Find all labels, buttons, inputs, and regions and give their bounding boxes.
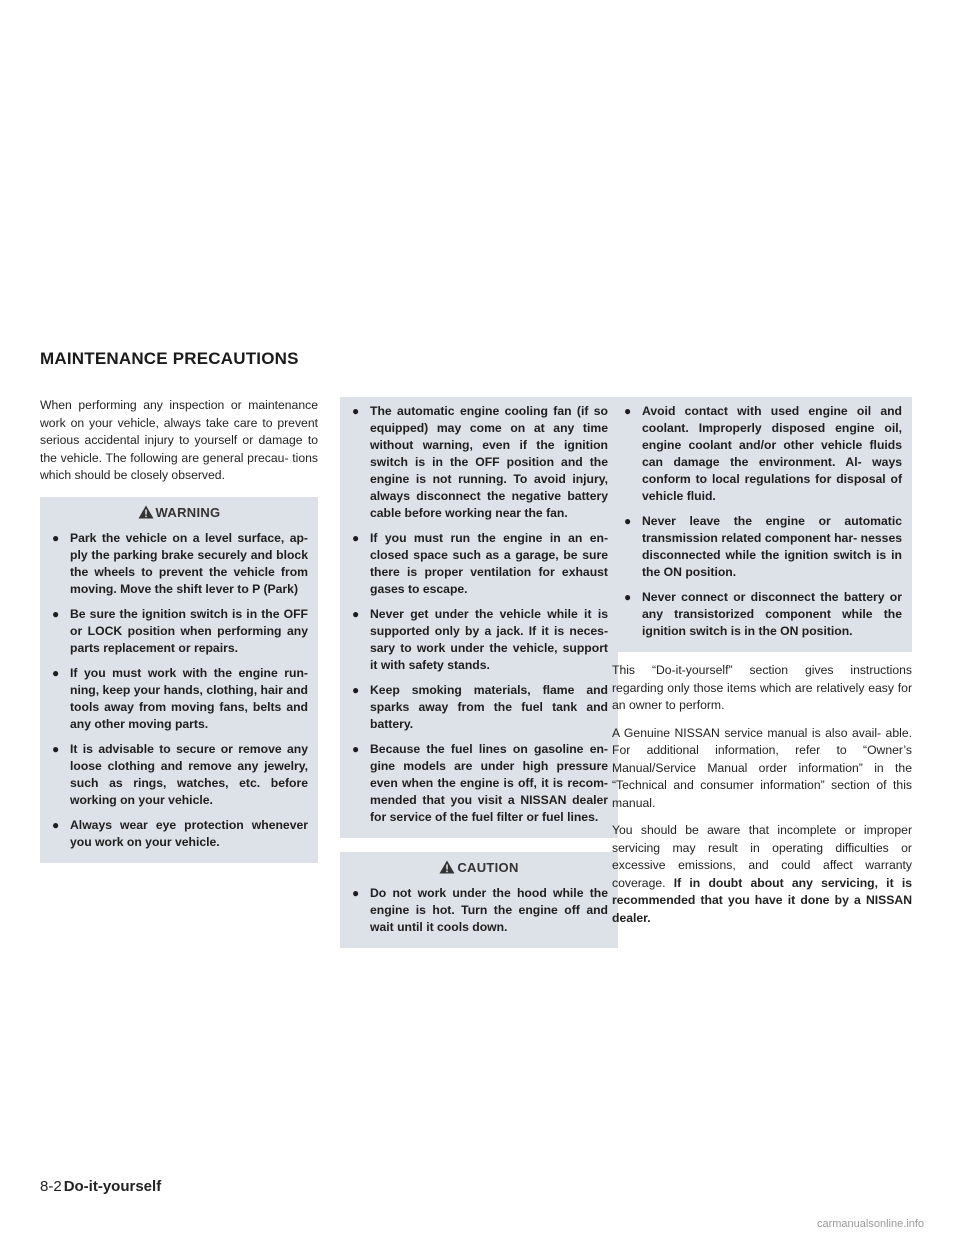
warning-box-continued xyxy=(340,397,618,838)
list-item-text: Never leave the engine or automatic transmission related component har- nesses disconnected while the ignition switch is in the ON position. xyxy=(642,514,902,579)
list-item-text: The automatic engine cooling fan (if so equipped) may come on at any time without warning, even if the ignition switch is in the OFF position and the engine is not running. To avoid injury, always disconnect the negative battery cable before working near the fan. xyxy=(370,404,608,520)
list-item xyxy=(622,513,902,581)
paragraph-servicing-warning xyxy=(612,822,912,927)
list-item-text: Never get under the vehicle while it is supported only by a jack. If it is neces- sary to work under the vehicle, support it with safety stands. xyxy=(370,607,608,672)
list-item-text: Keep smoking materials, flame and sparks away from the fuel tank and battery. xyxy=(370,683,608,731)
column-1 xyxy=(40,397,318,873)
caution-box xyxy=(340,852,618,948)
bullet: ● xyxy=(52,665,60,680)
paragraph-service-manual: A Genuine NISSAN service manual is also avail- able. For additional information, refer to “Owner’s Manual/Service Manual order information” in the “Technical and consumer information” section of this manual. xyxy=(612,725,912,810)
paragraph-bold-text: If in doubt about any servicing, it is recommended that you have it done by a NISSAN dealer. xyxy=(612,875,913,925)
caution-list-continued xyxy=(622,403,902,640)
list-item xyxy=(350,682,608,733)
list-item xyxy=(50,665,308,733)
caution-title-text: CAUTION xyxy=(457,860,519,875)
list-item xyxy=(350,403,608,522)
list-item-text: Park the vehicle on a level surface, ap- ply the parking brake securely and block the wheels to prevent the vehicle from moving. Move the shift lever to P (Park) xyxy=(70,530,308,596)
bullet: ● xyxy=(52,530,60,545)
section-title: MAINTENANCE PRECAUTIONS xyxy=(40,349,299,368)
list-item xyxy=(350,530,608,598)
caution-title xyxy=(350,860,608,875)
bullet: ● xyxy=(52,741,60,756)
caution-triangle-icon xyxy=(439,860,455,874)
list-item xyxy=(622,403,902,505)
list-item-text: Do not work under the hood while the engine is hot. Turn the engine off and wait until it cools down. xyxy=(370,886,608,934)
bullet: ● xyxy=(352,886,360,900)
bullet: ● xyxy=(624,404,632,418)
page-footer xyxy=(40,1178,161,1195)
list-item-text: Because the fuel lines on gasoline en- gine models are under high pressure even when the engine is off, it is recom- mended that you visit a NISSAN dealer for service of the fuel filter or fuel lines. xyxy=(370,742,608,824)
list-item-text: Never connect or disconnect the battery or any transistorized component while the ignition switch is in the ON position. xyxy=(642,590,902,638)
column-2 xyxy=(340,397,618,958)
warning-list xyxy=(50,530,308,851)
list-item xyxy=(50,606,308,657)
warning-box xyxy=(40,497,318,863)
list-item xyxy=(50,530,308,598)
footer-section-name: Do-it-yourself xyxy=(63,1178,162,1195)
bullet: ● xyxy=(52,606,60,621)
watermark: carmanualsonline.info xyxy=(816,1218,924,1230)
list-item-text: Always wear eye protection whenever you work on your vehicle. xyxy=(70,817,308,849)
caution-list xyxy=(350,885,608,936)
bullet: ● xyxy=(624,590,632,604)
warning-triangle-icon xyxy=(138,505,154,519)
warning-title xyxy=(50,505,308,520)
list-item xyxy=(350,885,608,936)
list-item xyxy=(350,606,608,674)
page-number: 8-2 xyxy=(40,1178,62,1195)
paragraph-text: You should be aware that incomplete or improper servicing may result in operating difficulties or excessive emissions, and could affect warranty coverage. xyxy=(612,823,912,890)
list-item-text: Avoid contact with used engine oil and coolant. Improperly disposed engine oil, engine coolant and/or other vehicle fluids can damage the environment. Al- ways conform to local regulations for disposal of vehicle fluid. xyxy=(642,404,902,503)
bullet: ● xyxy=(352,683,360,697)
caution-box-continued xyxy=(612,397,912,652)
list-item xyxy=(50,817,308,851)
bullet: ● xyxy=(624,514,632,528)
list-item-text: It is advisable to secure or remove any loose clothing and remove any jewelry, such as rings, watches, etc. before working on your vehicle. xyxy=(70,741,308,807)
list-item-text: If you must work with the engine run- ning, keep your hands, clothing, hair and tools away from moving fans, belts and any other moving parts. xyxy=(70,665,308,731)
list-item-text: If you must run the engine in an en- closed space such as a garage, be sure there is proper ventilation for exhaust gases to escape. xyxy=(370,531,608,596)
bullet: ● xyxy=(352,742,360,756)
list-item xyxy=(622,589,902,640)
bullet: ● xyxy=(352,404,360,418)
list-item-text: Be sure the ignition switch is in the OFF or LOCK position when performing any parts replacement or repairs. xyxy=(70,606,308,655)
warning-list-continued xyxy=(350,403,608,826)
list-item xyxy=(350,741,608,826)
intro-paragraph: When performing any inspection or maintenance work on your vehicle, always take care to prevent serious accidental injury to yourself or damage to the vehicle. The following are general precau- tions which should be closely observed. xyxy=(40,398,318,482)
bullet: ● xyxy=(52,817,60,832)
bullet: ● xyxy=(352,607,360,621)
warning-title-text: WARNING xyxy=(155,504,221,520)
paragraph-do-it-yourself: This “Do-it-yourself” section gives instructions regarding only those items which are relatively easy for an owner to perform. xyxy=(612,663,912,712)
bullet: ● xyxy=(352,531,360,545)
list-item xyxy=(50,741,308,809)
column-3 xyxy=(612,397,912,937)
